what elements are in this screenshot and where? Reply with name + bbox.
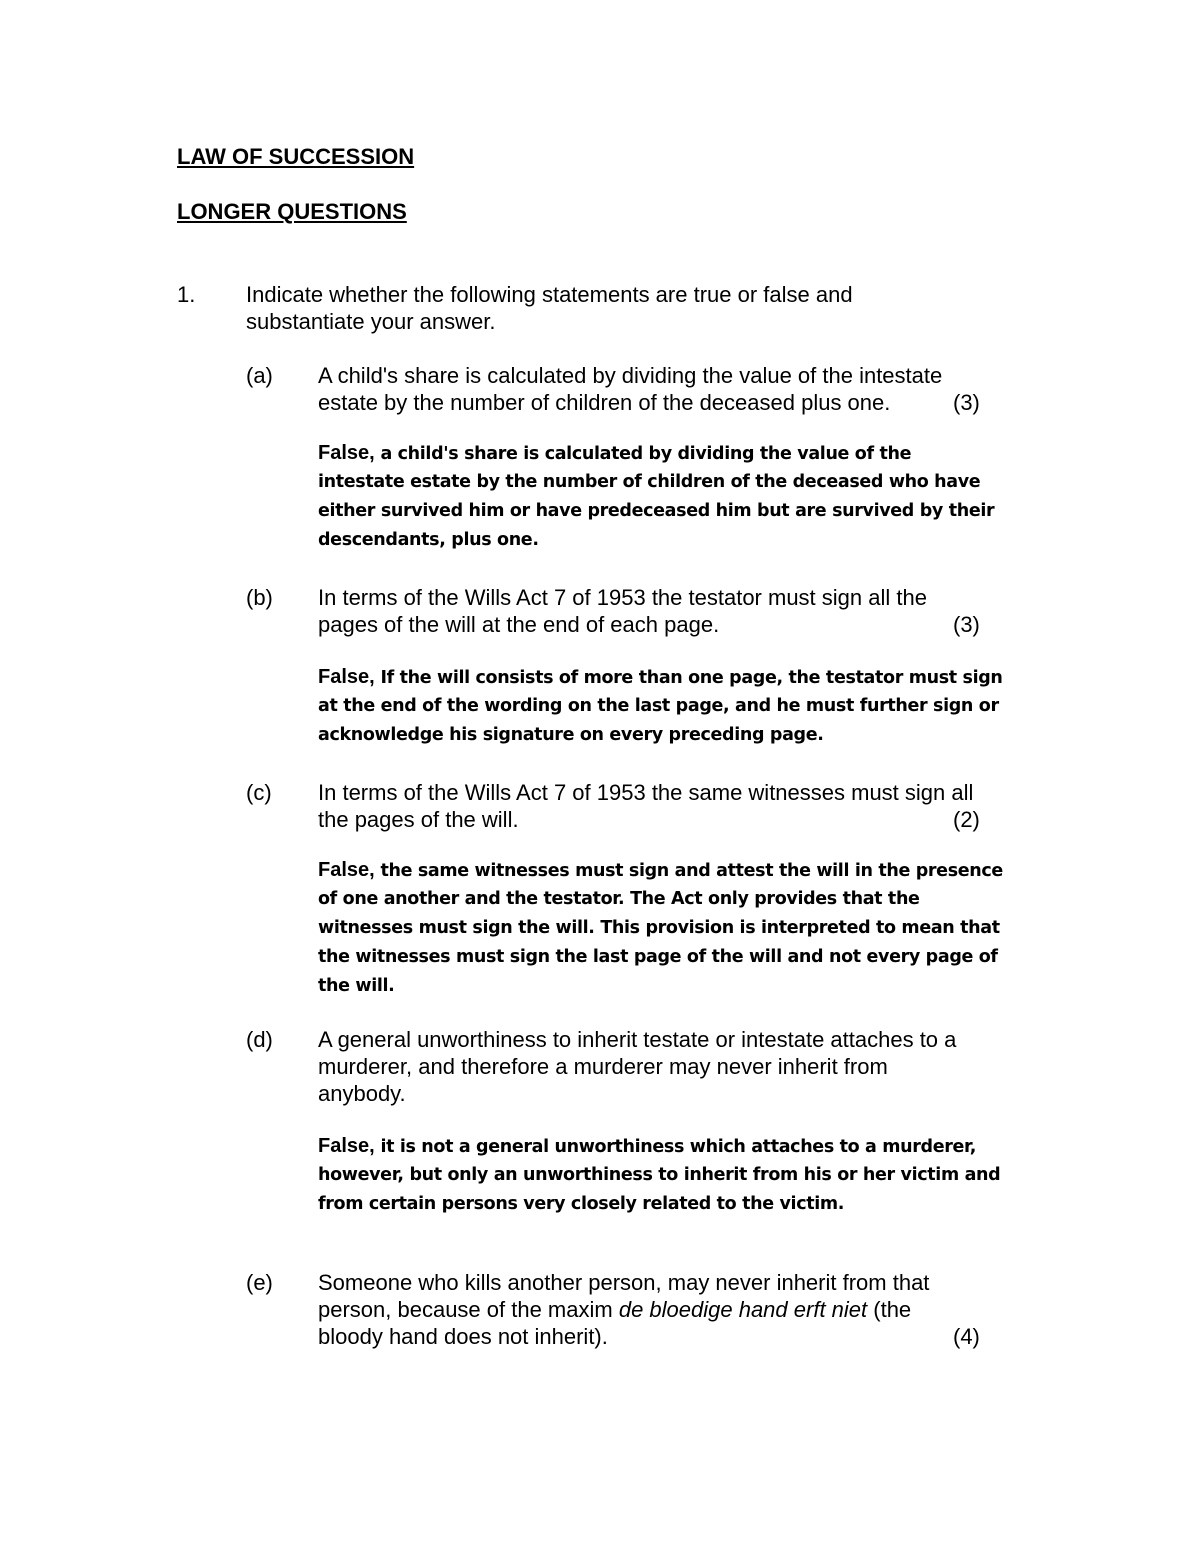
item-statement-line: bloody hand does not inherit). bbox=[318, 1324, 608, 1349]
item-statement-line: Someone who kills another person, may never inherit from that bbox=[318, 1270, 930, 1295]
answer-line bbox=[318, 856, 1003, 886]
answer-text: the same witnesses must sign and attest the will in the presence bbox=[374, 861, 1003, 881]
answer-line bbox=[318, 663, 1003, 693]
answer-text: a child's share is calculated by dividing the value of the bbox=[374, 444, 912, 464]
answer-line: intestate estate by the number of children of the deceased who have bbox=[318, 472, 981, 492]
item-statement-line: estate by the number of children of the deceased plus one. bbox=[318, 390, 891, 415]
latin-maxim: de bloedige hand erft niet bbox=[618, 1297, 868, 1322]
item-statement-line: the pages of the will. bbox=[318, 807, 519, 832]
answer-line: witnesses must sign the will. This provision is interpreted to mean that bbox=[318, 918, 1000, 938]
answer-line bbox=[318, 1132, 976, 1162]
answer-text: If the will consists of more than one page, the testator must sign bbox=[374, 668, 1003, 688]
item-statement-line bbox=[318, 1296, 911, 1323]
answer-line: of one another and the testator. The Act only provides that the bbox=[318, 889, 920, 909]
answer-line bbox=[318, 439, 911, 469]
answer-line: descendants, plus one. bbox=[318, 530, 539, 550]
item-marks: (4) bbox=[953, 1324, 980, 1349]
page-subtitle: LONGER QUESTIONS bbox=[177, 199, 407, 224]
item-statement-line: pages of the will at the end of each page. bbox=[318, 612, 720, 637]
item-marks: (3) bbox=[953, 390, 980, 415]
item-marks: (2) bbox=[953, 807, 980, 832]
question-number: 1. bbox=[177, 282, 196, 307]
answer-line: at the end of the wording on the last page, and he must further sign or bbox=[318, 696, 999, 716]
item-statement-line: In terms of the Wills Act 7 of 1953 the testator must sign all the bbox=[318, 585, 927, 610]
answer-line: from certain persons very closely related to the victim. bbox=[318, 1194, 845, 1214]
answer-line: the will. bbox=[318, 976, 395, 996]
page-title: LAW OF SUCCESSION bbox=[177, 144, 415, 169]
item-label: (b) bbox=[246, 585, 273, 610]
answer-keyword: False, bbox=[318, 666, 375, 688]
item-statement-line: anybody. bbox=[318, 1081, 406, 1106]
item-statement-line: A child's share is calculated by dividing the value of the intestate bbox=[318, 363, 943, 388]
item-statement-line: murderer, and therefore a murderer may never inherit from bbox=[318, 1054, 888, 1079]
answer-keyword: False, bbox=[318, 442, 375, 464]
answer-keyword: False, bbox=[318, 1135, 375, 1157]
statement-text: (the bbox=[867, 1297, 912, 1322]
question-line: substantiate your answer. bbox=[246, 309, 496, 334]
item-label: (d) bbox=[246, 1027, 273, 1052]
answer-keyword: False, bbox=[318, 859, 375, 881]
item-label: (a) bbox=[246, 363, 273, 388]
statement-text: person, because of the maxim bbox=[318, 1297, 619, 1322]
question-line: Indicate whether the following statements are true or false and bbox=[246, 282, 853, 307]
answer-line: either survived him or have predeceased him but are survived by their bbox=[318, 501, 995, 521]
answer-line: however, but only an unworthiness to inherit from his or her victim and bbox=[318, 1165, 1001, 1185]
answer-line: acknowledge his signature on every preceding page. bbox=[318, 725, 824, 745]
item-statement-line: A general unworthiness to inherit testate or intestate attaches to a bbox=[318, 1027, 957, 1052]
answer-text: it is not a general unworthiness which attaches to a murderer, bbox=[374, 1137, 977, 1157]
item-statement-line: In terms of the Wills Act 7 of 1953 the same witnesses must sign all bbox=[318, 780, 974, 805]
item-marks: (3) bbox=[953, 612, 980, 637]
item-label: (e) bbox=[246, 1270, 273, 1295]
answer-line: the witnesses must sign the last page of the will and not every page of bbox=[318, 947, 998, 967]
item-label: (c) bbox=[246, 780, 272, 805]
